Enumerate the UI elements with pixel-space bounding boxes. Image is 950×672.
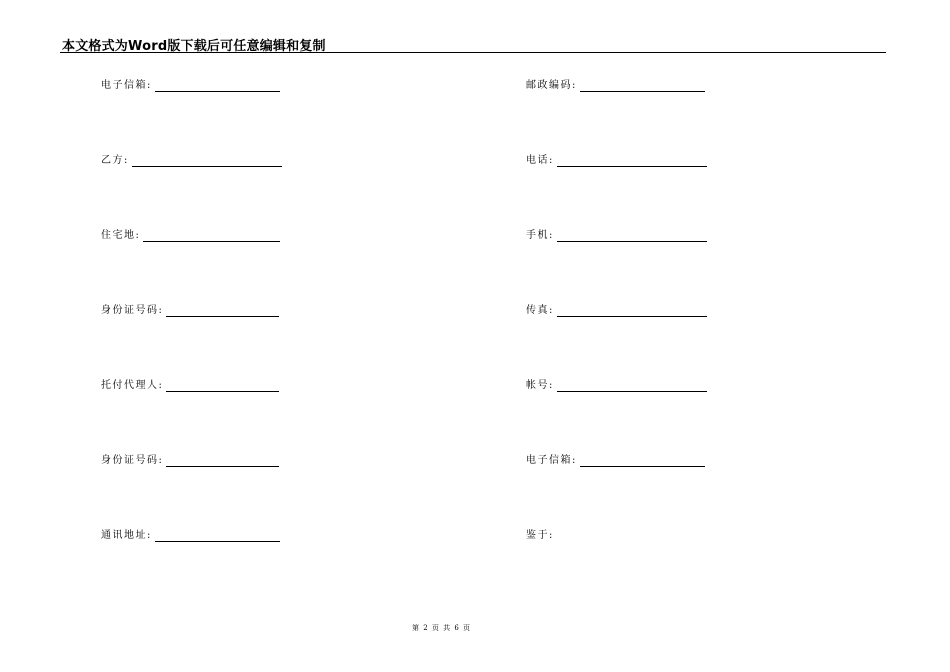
blank-line[interactable] bbox=[132, 156, 282, 167]
blank-line[interactable] bbox=[557, 306, 707, 317]
field-account bbox=[526, 380, 707, 392]
field-mobile bbox=[526, 230, 707, 242]
blank-line[interactable] bbox=[166, 381, 279, 392]
blank-line[interactable] bbox=[143, 231, 280, 242]
blank-line[interactable] bbox=[557, 381, 707, 392]
field-label: 电话: bbox=[526, 155, 554, 166]
field-residence bbox=[101, 230, 280, 242]
field-label: 电子信箱: bbox=[526, 455, 577, 466]
field-label: 电子信箱: bbox=[101, 80, 152, 91]
field-label: 帐号: bbox=[526, 380, 554, 391]
field-label: 住宅地: bbox=[101, 230, 141, 241]
document-header-title: 本文格式为Word版下载后可任意编辑和复制 bbox=[62, 39, 326, 54]
header-divider bbox=[60, 52, 886, 53]
field-label: 身份证号码: bbox=[101, 305, 164, 316]
blank-line[interactable] bbox=[557, 156, 707, 167]
field-whereas bbox=[526, 530, 554, 542]
field-label: 传真: bbox=[526, 305, 554, 316]
field-mailing-address bbox=[101, 530, 280, 542]
field-label: 身份证号码: bbox=[101, 455, 164, 466]
field-fax bbox=[526, 305, 707, 317]
field-label: 邮政编码: bbox=[526, 80, 577, 91]
field-agent bbox=[101, 380, 279, 392]
field-email-left bbox=[101, 80, 280, 92]
blank-line[interactable] bbox=[155, 81, 280, 92]
blank-line[interactable] bbox=[166, 306, 279, 317]
field-label: 乙方: bbox=[101, 155, 129, 166]
blank-line[interactable] bbox=[155, 531, 280, 542]
page-number-footer: 第 2 页 共 6 页 bbox=[411, 624, 472, 632]
blank-line[interactable] bbox=[166, 456, 279, 467]
field-label: 托付代理人: bbox=[101, 380, 164, 391]
field-label: 手机: bbox=[526, 230, 554, 241]
field-postal-code bbox=[526, 80, 705, 92]
field-phone bbox=[526, 155, 707, 167]
blank-line[interactable] bbox=[580, 456, 705, 467]
blank-line[interactable] bbox=[557, 231, 707, 242]
field-party-b bbox=[101, 155, 282, 167]
field-id-number bbox=[101, 305, 279, 317]
blank-line[interactable] bbox=[580, 81, 705, 92]
field-agent-id-number bbox=[101, 455, 279, 467]
field-email-right bbox=[526, 455, 705, 467]
field-label: 通讯地址: bbox=[101, 530, 152, 541]
field-label: 鉴于: bbox=[526, 530, 554, 541]
